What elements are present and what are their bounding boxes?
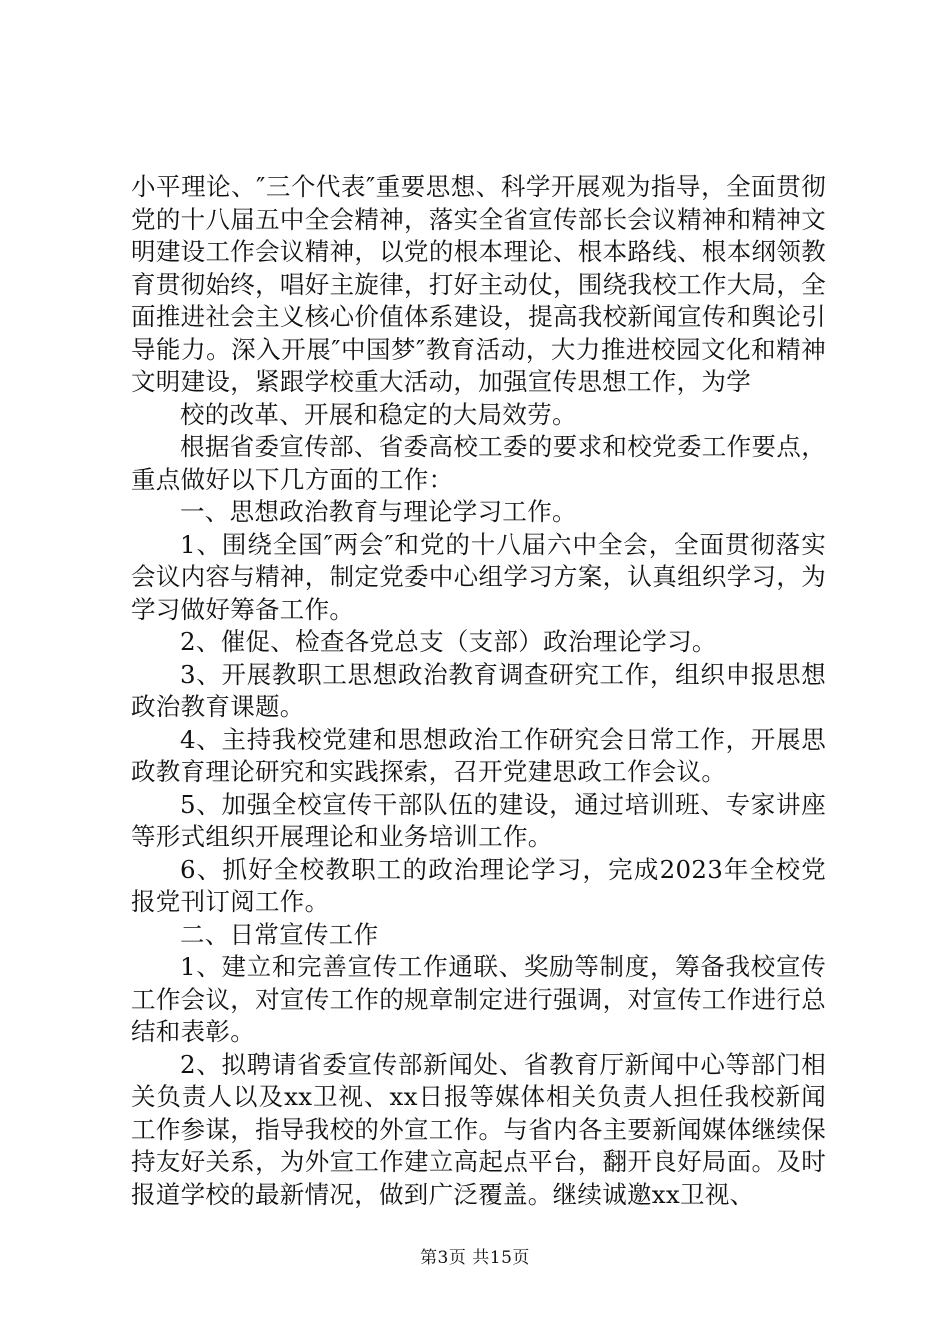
page-number-label: 第3页 共15页 bbox=[420, 1248, 530, 1268]
section-heading-2: 二、日常宣传工作 bbox=[180, 919, 379, 949]
list-item: 3、开展教职工思想政治教育调查研究工作，组织申报思想政治教育课题。 bbox=[131, 659, 826, 721]
document-body bbox=[131, 171, 826, 1211]
paragraph-intro: 小平理论、″三个代表″重要思想、科学开展观为指导，全面贯彻党的十八届五中全会精神，落实全省宣传部长会议精神和精神文明建设工作会议精神，以党的根本理论、根本路线、根本纲领教育贯彻始终，唱好主旋律，打好主动仗，围绕我校工作大局，全面推进社会主义核心价值体系建设，提高我校新闻宣传和舆论引导能力。深入开展″中国梦″教育活动，大力推进校园文化和精神文明建设，紧跟学校重大活动，加强宣传思想工作，为学 bbox=[131, 172, 826, 396]
list-item: 2、催促、检查各党总支（支部）政治理论学习。 bbox=[180, 627, 717, 656]
page-footer bbox=[0, 1243, 950, 1268]
section-heading-1: 一、思想政治教育与理论学习工作。 bbox=[180, 497, 577, 526]
list-item: 1、围绕全国″两会″和党的十八届六中全会，全面贯彻落实会议内容与精神，制定党委中心组学习方案，认真组织学习，为学习做好筹备工作。 bbox=[131, 529, 826, 624]
list-item: 6、抓好全校教职工的政治理论学习，完成2023年全校党报党刊订阅工作。 bbox=[131, 854, 826, 916]
list-item: 5、加强全校宣传干部队伍的建设，通过培训班、专家讲座等形式组织开展理论和业务培训工作。 bbox=[131, 789, 826, 851]
paragraph-basis: 根据省委宣传部、省委高校工委的要求和校党委工作要点，重点做好以下几方面的工作： bbox=[131, 432, 826, 494]
list-item: 2、拟聘请省委宣传部新闻处、省教育厅新闻中心等部门相关负责人以及xx卫视、xx日报等媒体相关负责人担任我校新闻工作参谋，指导我校的外宣工作。与省内各主要新闻媒体继续保持友好关系，为外宣工作建立高起点平台，翻开良好局面。及时报道学校的最新情况，做到广泛覆盖。继续诚邀xx卫视、 bbox=[131, 1049, 826, 1209]
list-item: 1、建立和完善宣传工作通联、奖励等制度，筹备我校宣传工作会议，对宣传工作的规章制定进行强调，对宣传工作进行总结和表彰。 bbox=[131, 952, 826, 1046]
paragraph-intro-end: 校的改革、开展和稳定的大局效劳。 bbox=[180, 399, 577, 429]
list-item: 4、主持我校党建和思想政治工作研究会日常工作，开展思政教育理论研究和实践探索，召开党建思政工作会议。 bbox=[131, 724, 826, 786]
